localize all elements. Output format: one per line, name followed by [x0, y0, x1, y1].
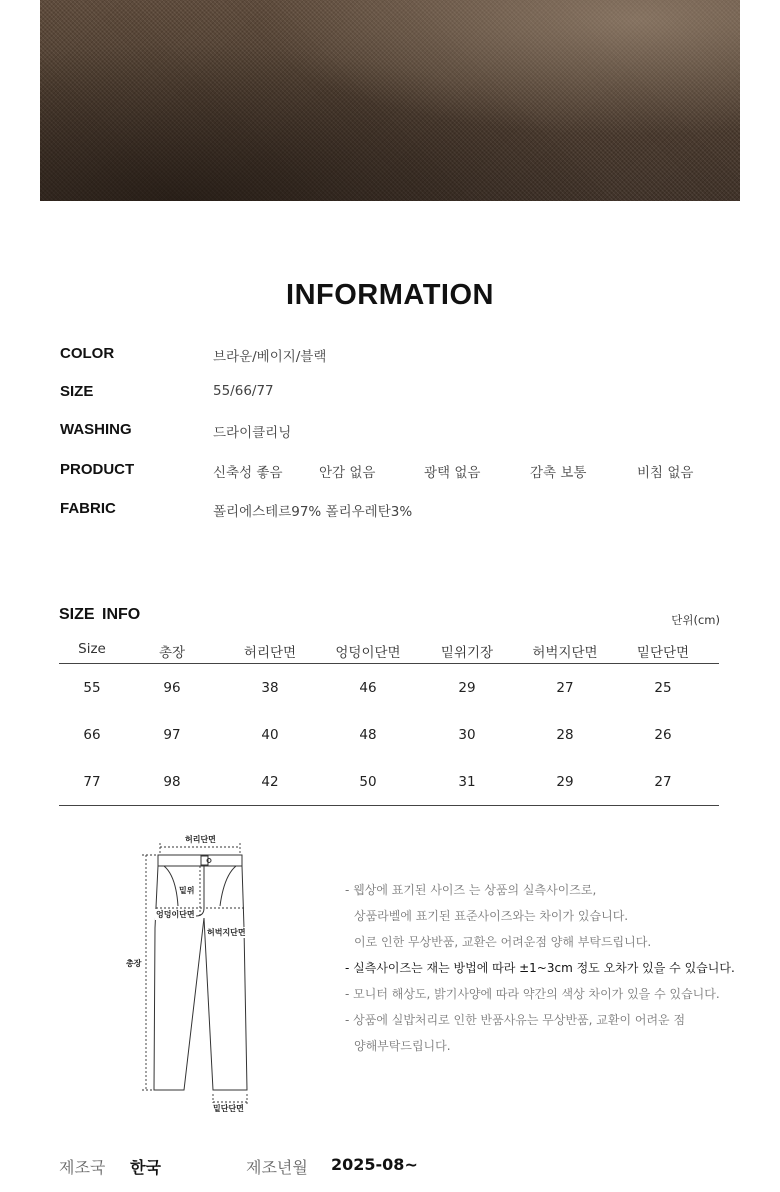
table-cell: 30: [458, 727, 476, 743]
table-divider: [59, 663, 719, 664]
info-row-color: [60, 345, 740, 365]
table-cell: 66: [83, 727, 101, 743]
note-line: - 상품에 실밥처리로 인한 반품사유는 무상반품, 교환이 어려운 점: [345, 1013, 686, 1027]
hip-label: 엉덩이단면: [156, 910, 195, 919]
table-cell: 29: [458, 680, 476, 696]
note-line: 양해부탁드립니다.: [354, 1039, 451, 1053]
info-row-size: [60, 383, 740, 403]
info-label: SIZE: [60, 383, 94, 400]
size-info-title: SIZE INFO: [59, 606, 141, 623]
info-label: COLOR: [60, 345, 115, 362]
info-row-washing: [60, 421, 740, 441]
length-label: 총장: [126, 959, 142, 968]
table-cell: 48: [359, 727, 377, 743]
table-cell: 29: [556, 774, 574, 790]
info-label: FABRIC: [60, 500, 116, 517]
table-cell: 42: [261, 774, 279, 790]
table-cell: 77: [83, 774, 101, 790]
date-value: 2025-08~: [331, 1155, 418, 1174]
note-line: 상품라벨에 표기된 표준사이즈와는 차이가 있습니다.: [354, 909, 629, 923]
table-cell: 40: [261, 727, 279, 743]
table-cell: 38: [261, 680, 279, 696]
column-header: Size: [78, 641, 106, 657]
info-label: WASHING: [60, 421, 132, 438]
column-header: 밑위기장: [440, 645, 494, 661]
column-header: 허벅지단면: [532, 645, 598, 661]
info-value: 브라운/베이지/블랙: [213, 349, 327, 365]
table-cell: 25: [654, 680, 672, 696]
product-property: 광택 없음: [424, 465, 481, 481]
hem-label: 밑단단면: [213, 1104, 244, 1113]
table-cell: 46: [359, 680, 377, 696]
table-cell: 50: [359, 774, 377, 790]
product-property: 비침 없음: [637, 465, 694, 481]
product-property: 안감 없음: [319, 465, 376, 481]
table-cell: 28: [556, 727, 574, 743]
note-line: - 모니터 해상도, 밝기사양에 따라 약간의 색상 차이가 있을 수 있습니다.: [345, 987, 720, 1001]
info-value: 폴리에스테르97% 폴리우레탄3%: [213, 504, 413, 520]
note-line: 이로 인한 무상반품, 교환은 어려운점 양해 부탁드립니다.: [354, 935, 652, 949]
note-line: - 웹상에 표기된 사이즈 는 상품의 실측사이즈로,: [345, 883, 597, 897]
size-unit: 단위(cm): [671, 613, 720, 627]
product-property: 신축성 좋음: [213, 465, 283, 481]
table-cell: 27: [556, 680, 574, 696]
table-cell: 98: [163, 774, 181, 790]
info-value: 드라이클리닝: [213, 425, 292, 441]
country-value: 한국: [130, 1158, 161, 1177]
table-cell: 97: [163, 727, 181, 743]
pants-outline-icon: [120, 828, 270, 1120]
date-label: 제조년월: [246, 1158, 308, 1177]
information-title: INFORMATION: [286, 279, 494, 311]
info-label: PRODUCT: [60, 461, 135, 478]
column-header: 허리단면: [243, 645, 297, 661]
fabric-texture-image: [40, 0, 740, 201]
pants-measurement-diagram: [120, 828, 270, 1120]
table-cell: 55: [83, 680, 101, 696]
info-row-fabric: [60, 500, 740, 520]
column-header: 엉덩이단면: [335, 645, 401, 661]
info-value: 55/66/77: [213, 383, 274, 399]
note-line-emphasis: - 실측사이즈는 재는 방법에 따라 ±1~3cm 정도 오차가 있을 수 있습니다.: [345, 961, 735, 975]
country-label: 제조국: [59, 1158, 106, 1177]
column-header: 총장: [158, 645, 186, 661]
info-row-product: [60, 461, 740, 481]
table-cell: 96: [163, 680, 181, 696]
waist-label: 허리단면: [185, 835, 216, 844]
rise-label: 밑위: [179, 886, 195, 895]
table-cell: 31: [458, 774, 476, 790]
column-header: 밑단단면: [636, 645, 690, 661]
table-divider: [59, 805, 719, 806]
table-cell: 27: [654, 774, 672, 790]
product-property: 감촉 보통: [530, 465, 587, 481]
table-cell: 26: [654, 727, 672, 743]
thigh-label: 허벅지단면: [207, 928, 246, 937]
